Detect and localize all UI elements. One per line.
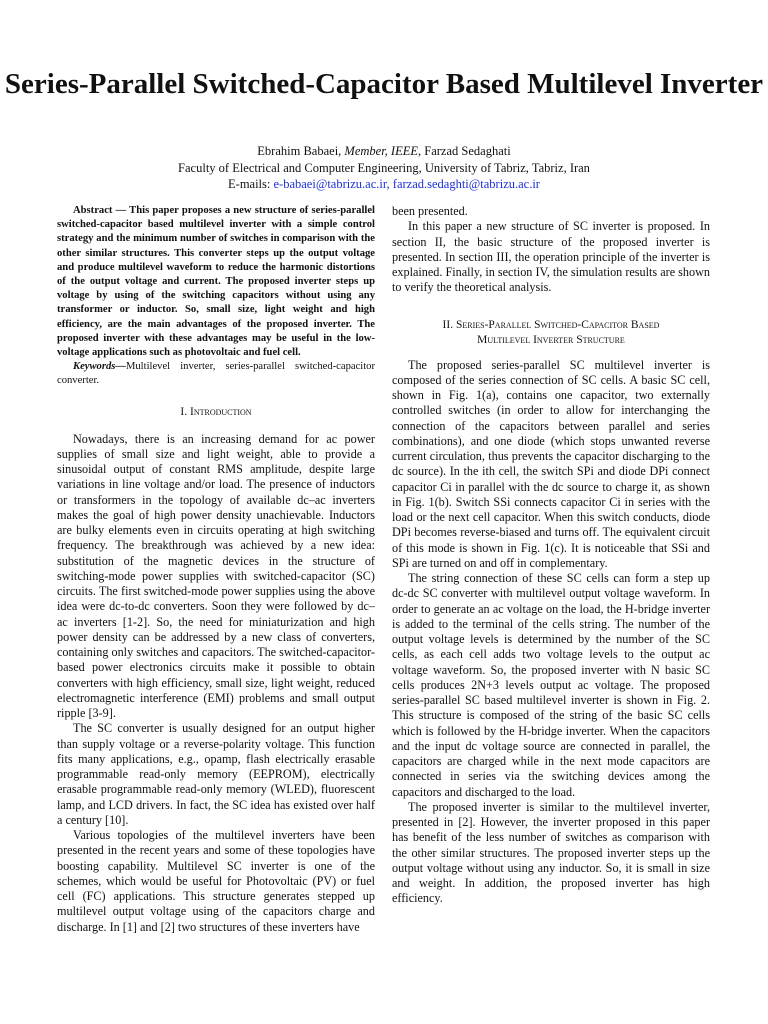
email-line xyxy=(0,176,768,192)
section-heading-2-line-1: II. Series-Parallel Switched-Capacitor Based xyxy=(442,318,660,331)
email-links[interactable]: e-babaei@tabrizu.ac.ir, farzad.sedaghti@tabrizu.ac.ir xyxy=(273,177,540,191)
intro-paragraph-3: Various topologies of the multilevel inverters have been presented in the recent years and some of these topologies have boosting capability. Multilevel SC inverter is one of the schemes, which would be useful for Photovoltaic (PV) or fuel cell (FC) applications. This structure generates stepped up multilevel output voltage using of the capacitors charge and discharge. In [1] and [2] two structures of these inverters have xyxy=(57,828,375,934)
intro-paragraph-1: Nowadays, there is an increasing demand for ac power supplies of small size and light weight, able to provide a sinusoidal output of constant RMS amplitude, despite large variations in line voltage and/or load. The presence of inductors or transformers in the topology of available dc–ac inverters makes the goal of high power density unachievable. Inductors are bulky elements even in circuits operating at high switching frequency. The breakthrough was achieved by a new idea: substitution of the magnetic devices in the structure of switching-mode power supplies with switched-capacitor (SC) circuits. The first switched-mode power supplies using the above idea were dc-to-dc converters. Soon they were followed by dc–ac inverters [1-2]. So, the need for miniaturization and high power density can be addressed by a new class of converters, containing only switches and capacitors. The switched-capacitor-based power electronics circuits make it possible to obtain converters with high efficiency, small size, light weight, reduced electromagnetic interference (EMI) problems and small output ripple [3-9]. xyxy=(57,431,375,721)
section2-paragraph-3: The proposed inverter is similar to the multilevel inverter, presented in [2]. However, the inverter proposed in this paper has benefit of the less number of switches as comparison with the other similar structures. The proposed inverter steps up the output voltage without using any inductor. So, it is small in size and weight. In addition, the proposed inverter has high efficiency. xyxy=(392,799,710,906)
abstract-text: This paper proposes a new structure of series-parallel switched-capacitor based multilevel inverter with a simple control strategy and the minimum number of switches in comparison with the other similar structures. This converter steps up the output voltage and produce multilevel waveform to reduce the harmonic distortions of the output voltage and current. The proposed inverter steps up voltage by using of the switching capacitors without using any transformer or inductor. So, small size, light weight and high efficiency, are the main advantages of the proposed inverter. The proposed inverter with these advantages may be useful in the low-voltage applications such as photovoltaic and fuel cell. xyxy=(57,205,375,359)
abstract-label: Abstract — xyxy=(73,205,127,216)
author-2: Farzad Sedaghati xyxy=(424,144,511,158)
affiliation: Faculty of Electrical and Computer Engineering, University of Tabriz, Tabriz, Iran xyxy=(178,161,590,175)
section2-paragraph-2: The string connection of these SC cells can form a step up dc-dc SC converter with multilevel output voltage waveform. In order to generate an ac voltage on the load, the H-bridge inverter is added to the terminal of the cells string. The number of the output voltage levels is determined by the number of the SC cells, as each cell adds two voltage levels to the output ac voltage waveform. So, the proposed inverter with N basic SC cells produces 2N+3 levels output ac voltage. The proposed series-parallel SC based multilevel inverter is shown in Fig. 2. This structure is composed of the string of the basic SC cells which is followed by the H-bridge inverter. When the capacitors and the input dc voltage source are connected in parallel, the capacitors are charged while in the next mode capacitors are connected in series via the switching devices among the capacitors and discharged to the load. xyxy=(392,571,710,799)
author-1: Ebrahim Babaei, xyxy=(257,144,342,158)
section-heading-2-line-2: Multilevel Inverter Structure xyxy=(477,333,625,346)
intro-paragraph-3-continued: been presented. xyxy=(392,204,468,218)
intro-paragraph-2: The SC converter is usually designed for an output higher than supply voltage or a reverse-polarity voltage. This function fits many applications, e.g., opamp, flash electrically erasable programmable read-only memory (EEPROM), electrically erasable programmable read-only memory (WLED), fluorescent lamp, and LCD drivers. In fact, the SC idea has existed over half a century [10]. xyxy=(57,721,375,827)
right-column xyxy=(392,204,710,907)
paper-title: Series-Parallel Switched-Capacitor Based Multilevel Inverter xyxy=(4,68,764,100)
abstract xyxy=(57,204,375,360)
section-heading-intro: I. Introduction xyxy=(180,405,252,418)
section2-paragraph-1: The proposed series-parallel SC multilevel inverter is composed of the series connection of SC cells. A basic SC cell, shown in Fig. 1(a), contains one capacitor, two externally controlled switches (in order to allow for interchanging the connection of the capacitors between parallel and series combinations), and one diode (which stops unwanted reverse current circulation, thus prevents the capacitor discharging to the dc source). In the ith cell, the switch SPi and diode DPi connect capacitor Ci in parallel with the dc source to charge it, as shown in Fig. 1(b). Switch SSi connects capacitor Ci in series with the load or the next cell capacitor. When this switch conducts, diode DPi becomes reverse-biased and turns off. The equivalent circuit of this mode is shown in Fig. 1(c). It is noticeable that SSi and SPi are turned on and off in complementary. xyxy=(392,357,710,570)
intro-paragraph-4: In this paper a new structure of SC inverter is proposed. In section II, the basic structure of the proposed inverter is presented. In section III, the operation principle of the inverter is explained. Finally, in section IV, the simulation results are shown to verify the theoretical analysis. xyxy=(392,219,710,295)
author-line xyxy=(0,143,768,159)
keywords-label: Keywords— xyxy=(73,361,126,373)
emails-label: E-mails: xyxy=(228,177,271,191)
keywords-text: Multilevel inverter, series-parallel switched-capacitor converter. xyxy=(57,361,375,387)
author-membership: Member, IEEE, xyxy=(344,144,422,158)
left-column xyxy=(57,204,375,935)
keywords xyxy=(57,360,375,388)
section-heading-2 xyxy=(392,318,710,348)
